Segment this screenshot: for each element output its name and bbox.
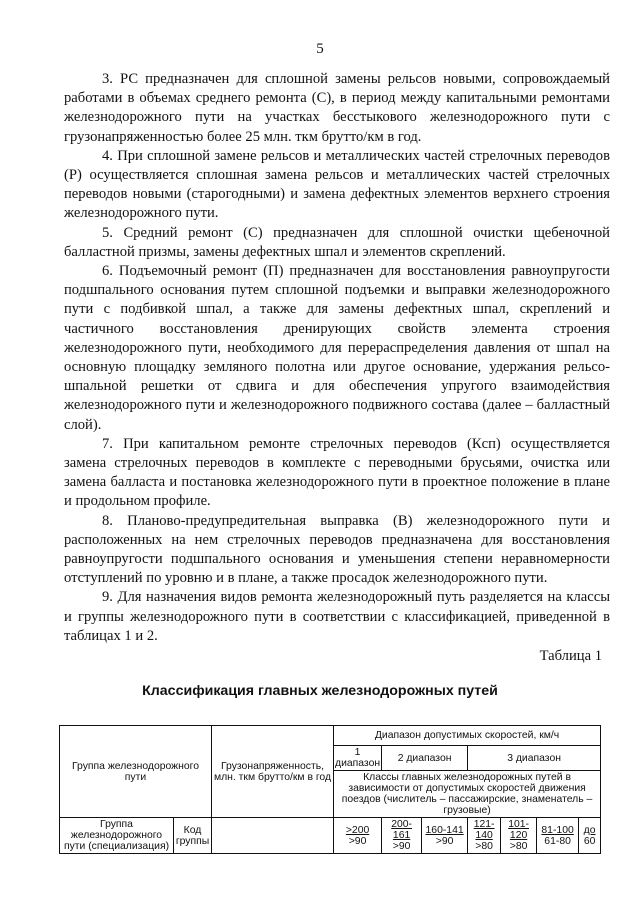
speed-passenger: 200-161	[391, 819, 412, 841]
speed-freight: >90	[348, 835, 367, 847]
paragraph-3: 3. РС предназначен для сплошной замены рельсов новыми, сопровождаемый работами в объемах среднего ремонта (С), в период между капитальными ремонтами железнодорожного пути на участках бесстыкового железнодорожного пути с грузонапряженностью более 25 млн. ткм брутто/км в год.	[64, 71, 610, 145]
classification-table	[59, 725, 601, 854]
speed-passenger: 121-140	[473, 819, 495, 841]
load-header: Грузонапряженность, млн. ткм брутто/км в год	[212, 726, 334, 818]
group-spec-header: Группа железнодорожного пути (специализация)	[60, 818, 174, 854]
speed-cell	[334, 818, 382, 854]
speed-range-header: Диапазон допустимых скоростей, км/ч	[334, 726, 601, 746]
speed-cell	[382, 818, 422, 854]
speed-passenger: 81-100	[541, 824, 574, 836]
speed-cell	[501, 818, 537, 854]
speed-cell	[422, 818, 468, 854]
page-number: 5	[316, 41, 324, 57]
speed-freight: 60	[583, 835, 596, 847]
speed-passenger: 101-120	[508, 819, 529, 841]
speed-passenger: до	[583, 824, 596, 836]
speed-freight: >80	[475, 841, 493, 852]
classes-header: Классы главных железнодорожных путей в зависимости от допустимых скоростей движения поездов (числитель – пассажирские, знаменатель – грузовые)	[334, 771, 601, 818]
speed-freight: >90	[435, 835, 454, 847]
paragraph-4: 4. При сплошной замене рельсов и металлических частей стрелочных переводов (Р) осуществляется сплошная замена рельсов и металлических частей стрелочных переводов новыми (старогодными) и замена дефектных элементов верхнего строения железнодорожного пути.	[64, 147, 610, 222]
speed-cell	[468, 818, 501, 854]
paragraph-6: 6. Подъемочный ремонт (П) предназначен для восстановления равноупругости подшпального основания путем сплошной подъемки и выправки железнодорожного пути с подбивкой шпал, а также для замены дефектных шпал, скреплений и частичного восстановления дренирующих свойств элемента строения железнодорожного пути, необходимого для перераспределения давления от шпал на основную площадку земляного полотна или другое основание, удержания рельсо-шпальной решетки от сдвига и для обеспечения упругого взаимодействия железнодорожного пути и железнодорожного подвижного состава (далее – балластный слой).	[64, 263, 610, 433]
speed-cell	[579, 818, 601, 854]
speed-passenger: 160-141	[425, 824, 464, 836]
range-1-header: 1 диапазон	[335, 747, 381, 769]
table-label: Таблица 1	[539, 648, 602, 664]
paragraph-7: 7. При капитальном ремонте стрелочных переводов (Кcп) осуществляется замена стрелочных переводов в комплекте с переводными брусьями, очистка или замена балласта и постановка железнодорожного пути в проектное положение в плане и продольном профиле.	[64, 435, 610, 510]
group-code-header: Код группы	[174, 818, 212, 854]
speed-freight: 61-80	[544, 835, 571, 847]
speed-freight: >90	[392, 841, 411, 852]
range-2-header: 2 диапазон	[382, 746, 468, 771]
paragraph-8: 8. Планово-предупредительная выправка (В) железнодорожного пути и расположенных на нем стрелочных переводов предназначена для восстановления равноупругости подшпального основания и уменьшения степени неравномерности отступлений по уровню и в плане, а также просадок железнодорожного пути.	[64, 512, 610, 587]
body-text	[64, 70, 610, 646]
speed-freight: >80	[509, 841, 528, 852]
load-value-cell	[212, 818, 334, 854]
paragraph-5: 5. Средний ремонт (С) предназначен для сплошной очистки щебеночной балластной призмы, замены дефектных шпал и элементов скреплений.	[64, 224, 610, 260]
range-3-header: 3 диапазон	[468, 746, 601, 771]
paragraph-9: 9. Для назначения видов ремонта железнодорожный путь разделяется на классы и группы железнодорожного пути в соответствии с классификацией, приведенной в таблицах 1 и 2.	[64, 589, 610, 644]
group-header: Группа железнодорожного пути	[60, 726, 212, 818]
table-title: Классификация главных железнодорожных путей	[142, 683, 498, 699]
speed-passenger: >200	[345, 824, 370, 836]
speed-cell	[537, 818, 579, 854]
